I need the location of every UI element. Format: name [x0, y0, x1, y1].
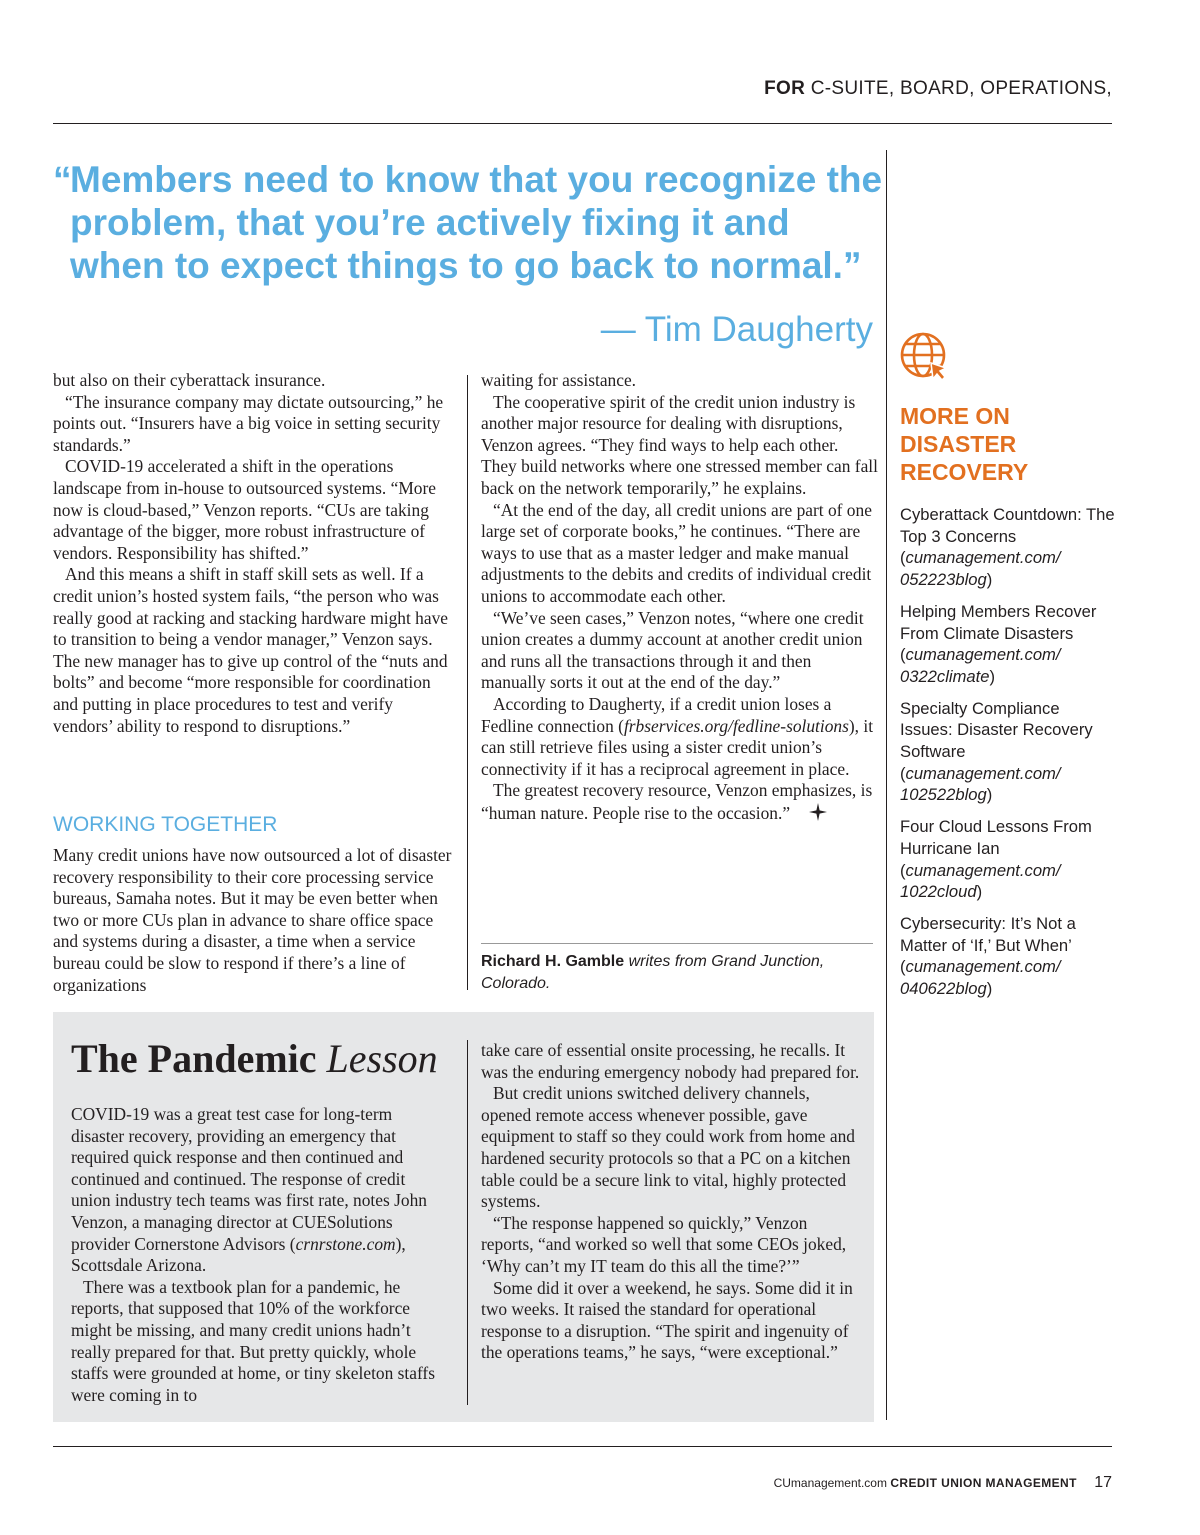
- link-title: Helping Members Recover From Climate Disasters: [900, 601, 1097, 643]
- quote-attribution: — Tim Daugherty: [600, 310, 873, 349]
- author-location: writes from Grand Junction, Colorado.: [481, 953, 825, 992]
- paragraph: Some did it over a weekend, he says. Some did it in two weeks. It raised the standard for operational response to a disruption. “The spirit and ingenuity of the operations teams,” he says, “were exceptional.”: [481, 1277, 853, 1363]
- paragraph: “We’ve seen cases,” Venzon notes, “where one credit union creates a dummy account at another credit union and runs all the transactions through it and then manually sorts it out at the end of the day.”: [481, 607, 864, 693]
- link-url[interactable]: cumanagement.com/ 1022cloud: [900, 860, 1061, 902]
- text: According to Daugherty, if a credit union loses a Fedline connection (: [481, 693, 832, 736]
- article-column-1-continued: [53, 845, 456, 996]
- related-link[interactable]: Specialty Compliance Issues: Disaster Recovery Software (cumanagement.com/ 102522blog): [900, 698, 1115, 807]
- page-footer: [600, 1474, 1112, 1492]
- text: The greatest recovery resource, Venzon emphasizes, is “human nature. People rise to the occasion.”: [481, 780, 873, 823]
- column-divider: [467, 375, 468, 990]
- box-title-italic: Lesson: [326, 1036, 438, 1081]
- paragraph: take care of essential onsite processing, he recalls. It was the enduring emergency nobody had prepared for.: [481, 1040, 860, 1082]
- box-column-divider: [467, 1040, 468, 1405]
- paragraph: “The insurance company may dictate outsourcing,” he points out. “Insurers have a big voice in setting security standards.”: [53, 391, 444, 455]
- pull-quote-text: Members need to know that you recognize the problem, that you’re actively fixing it and when to expect things to go back to normal.”: [70, 159, 883, 286]
- pull-quote: [53, 158, 883, 287]
- paragraph: [481, 694, 878, 780]
- paragraph: waiting for assistance.: [481, 370, 637, 390]
- paragraph: but also on their cyberattack insurance.: [53, 370, 326, 390]
- sidebar-divider: [886, 150, 887, 1420]
- text: COVID-19 was a great test case for long-term disaster recovery, providing an emergency that required quick response and then continued and continued and continued. The response of credit union industry tech teams was first rate, notes John Venzon, a managing director at CUESolutions provider Cornerstone Advisors (: [71, 1104, 427, 1254]
- paragraph: [71, 1104, 445, 1277]
- related-link[interactable]: Four Cloud Lessons From Hurricane Ian (cumanagement.com/ 1022cloud): [900, 816, 1115, 903]
- article-column-2: [481, 370, 878, 827]
- author-name: Richard H. Gamble: [481, 953, 625, 970]
- header-audience: C-SUITE, BOARD, OPERATIONS,: [810, 78, 1112, 99]
- link-url[interactable]: cumanagement.com/ 102522blog: [900, 763, 1061, 805]
- footer-site: CUmanagement.com: [773, 1476, 887, 1490]
- paragraph: “At the end of the day, all credit unions are part of one large set of corporate books,” he continues. “There are ways to use that as a master ledger and make manual adjustments to the debits and credits of individual credit unions to accommodate each other.: [481, 499, 872, 606]
- article-column-1: [53, 370, 456, 737]
- related-link[interactable]: Cyberattack Countdown: The Top 3 Concerns (cumanagement.com/ 052223blog): [900, 505, 1115, 590]
- box-title-main: The Pandemic: [71, 1036, 317, 1081]
- page-number: 17: [1094, 1474, 1112, 1491]
- paragraph: “The response happened so quickly,” Venzon reports, “and worked so well that some CEOs joked, ‘Why can’t my IT team do this all the time?’”: [481, 1212, 847, 1276]
- paragraph: [481, 780, 878, 827]
- top-divider: [53, 123, 1112, 124]
- paragraph: But credit unions switched delivery channels, opened remote access whenever possible, gave equipment to staff so they could work from home and hardened security protocols so that a PC on a kitchen table could be a secure link to vital, highly protected systems.: [481, 1083, 855, 1212]
- text: ), Scottsdale Arizona.: [71, 1233, 406, 1276]
- globe-cursor-icon: [898, 330, 952, 384]
- quote-open-mark: “: [53, 159, 72, 200]
- byline: [481, 951, 873, 995]
- link-url[interactable]: cumanagement.com/ 040622blog: [900, 957, 1061, 999]
- paragraph: There was a textbook plan for a pandemic, he reports, that supposed that 10% of the workforce might be missing, and many credit unions hadn’t really prepared for that. But pretty quickly, whole staffs were grounded at home, or tiny skeleton staffs were coming in to: [71, 1276, 435, 1405]
- section-header: [0, 78, 1112, 100]
- box-column-1: [71, 1104, 445, 1406]
- crnrstone-link[interactable]: crnrstone.com: [295, 1233, 396, 1254]
- star-end-icon: [796, 802, 828, 828]
- related-link[interactable]: Helping Members Recover From Climate Disasters (cumanagement.com/ 0322climate): [900, 601, 1115, 688]
- paragraph: COVID-19 accelerated a shift in the operations landscape from in-house to outsourced systems. “More now is cloud-based,” Venzon reports. “CUs are taking advantage of the bigger, more robust infrastructure of vendors. Responsibility has shifted.”: [53, 456, 436, 563]
- link-url[interactable]: cumanagement.com/ 0322climate: [900, 645, 1061, 686]
- related-link[interactable]: Cybersecurity: It’s Not a Matter of ‘If,’ But When’ (cumanagement.com/ 040622blog): [900, 913, 1115, 1000]
- header-for: FOR: [764, 78, 806, 99]
- link-title: Four Cloud Lessons From Hurricane Ian: [900, 817, 1092, 858]
- link-title: Cybersecurity: It’s Not a Matter of ‘If,’ But When’: [900, 913, 1076, 955]
- bottom-divider: [53, 1446, 1112, 1447]
- more-on-heading: MORE ON DISASTER RECOVERY: [900, 403, 1029, 485]
- link-url[interactable]: cumanagement.com/ 052223blog: [900, 548, 1061, 590]
- fedline-link[interactable]: frbservices.org/fedline-solutions: [623, 715, 849, 736]
- paragraph: The cooperative spirit of the credit union industry is another major resource for dealing with disruptions, Venzon agrees. “They find ways to help each other. They build networks where one stressed member can fall back on the network temporarily,” he explains.: [481, 391, 878, 498]
- box-column-2: [481, 1040, 861, 1364]
- footer-publication: CREDIT UNION MANAGEMENT: [890, 1476, 1077, 1490]
- section-heading: WORKING TOGETHER: [53, 813, 278, 836]
- paragraph: Many credit unions have now outsourced a lot of disaster recovery responsibility to their core processing service bureaus, Samaha notes. But it may be even better when two or more CUs plan in advance to share office space and systems during a disaster, a time when a service bureau could be slow to respond if there’s a line of organizations: [53, 845, 452, 995]
- related-links-list: [900, 504, 1115, 1010]
- text: ), it can still retrieve files using a sister credit union’s connectivity if it has a reciprocal agreement in place.: [481, 715, 874, 779]
- paragraph: And this means a shift in staff skill sets as well. If a credit union’s hosted system fails, “the person who was really good at racking and stacking hardware might have to transition to being a vendor manager,” Venzon says. The new manager has to give up control of the “nuts and bolts” and become “more responsible for coordination and putting in place procedures to test and verify vendors’ ability to respond to disruptions.”: [53, 564, 449, 736]
- byline-divider: [481, 943, 873, 944]
- link-title: Specialty Compliance Issues: Disaster Recovery Software: [900, 698, 1093, 762]
- box-title: [71, 1035, 438, 1082]
- link-title: Cyberattack Countdown: The Top 3 Concerns: [900, 505, 1115, 546]
